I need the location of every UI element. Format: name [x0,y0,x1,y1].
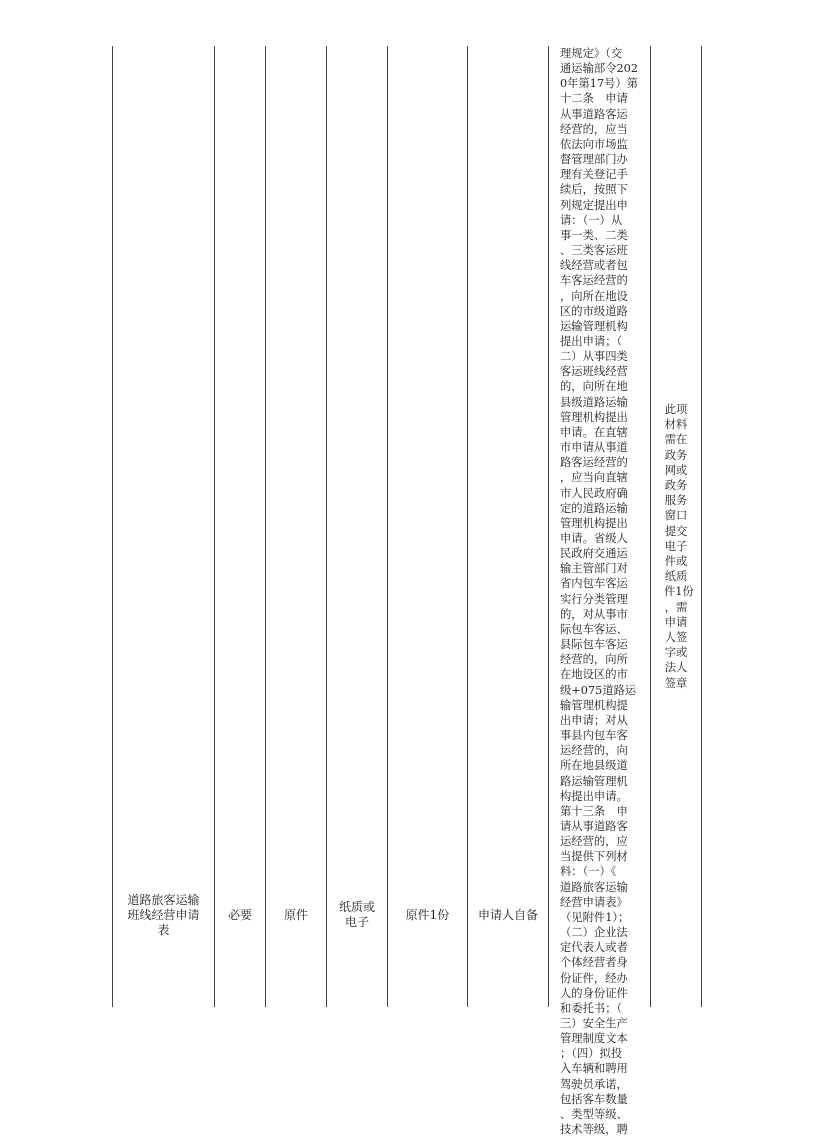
material-name-cell: 道路旅客运输 班线经营申请 表 [127,892,200,937]
source-cell: 申请人自备 [477,907,538,922]
column-border [701,46,702,1007]
column-border [214,46,215,1007]
legal-basis-cell: 理规定》（交 通运输部令202 0年第17号）第 十二条 申请 从事道路客运 经营的，应当 依法向市场监 督管理部门办 理有关登记手 续后，按照下 列规定提出申 请：（一）从 事一类、二类 、三类客运班 线经营或者包 车客运经营的 ，向所在地设 区的市级道路 运输管理机构 提出申请；（ 二）从事四类 客运班线经营 的，向所在地 县级道路运输 管理机构提出 申请。在直辖 市申请从事道 路客运经营的 ，应当向直辖 市人民政府确 定的道路运输 管理机构提出 申请。省级人 民政府交通运 输主管部门对 省内包车客运 实行分类管理 的，对从事市 际包车客运、 县际包车客运 经营的，向所 在地设区的市 级+075道路运 输管理机构提 出申请；对从 事县内包车客 运经营的，向 所在地县级道 路运输管理机 构提出申请。 第十三条 申 请从事道路客 运经营的，应 当提供下列材 料：（一）《 道路旅客运输 经营申请表》 （见附件1）； （二）企业法 定代表人或者 个体经营者身 份证件，经办 人的身份证件 和委托书；（ 三）安全生产 管理制度文本 ；（四）拟投 入车辆和聘用 驾驶员承诺， 包括客车数量 、类型等级、 技术等级，聘 [560,47,639,1137]
column-border [112,46,113,1007]
column-border [265,46,266,1007]
required-cell: 必要 [227,907,252,922]
note-cell: 此项 材料 需在 政务 网或 政务 服务 窗口 提交 电子 件或 纸质 件1份 ，需 申请 人签 字或 法人 签章 [664,403,694,690]
column-border [467,46,468,1007]
copies-cell: 原件1份 [405,907,450,922]
media-cell: 纸质或 电子 [338,900,375,929]
column-border [548,46,549,1007]
column-border [387,46,388,1007]
form-cell: 原件 [283,907,308,922]
column-border [326,46,327,1007]
column-border [650,46,651,1007]
